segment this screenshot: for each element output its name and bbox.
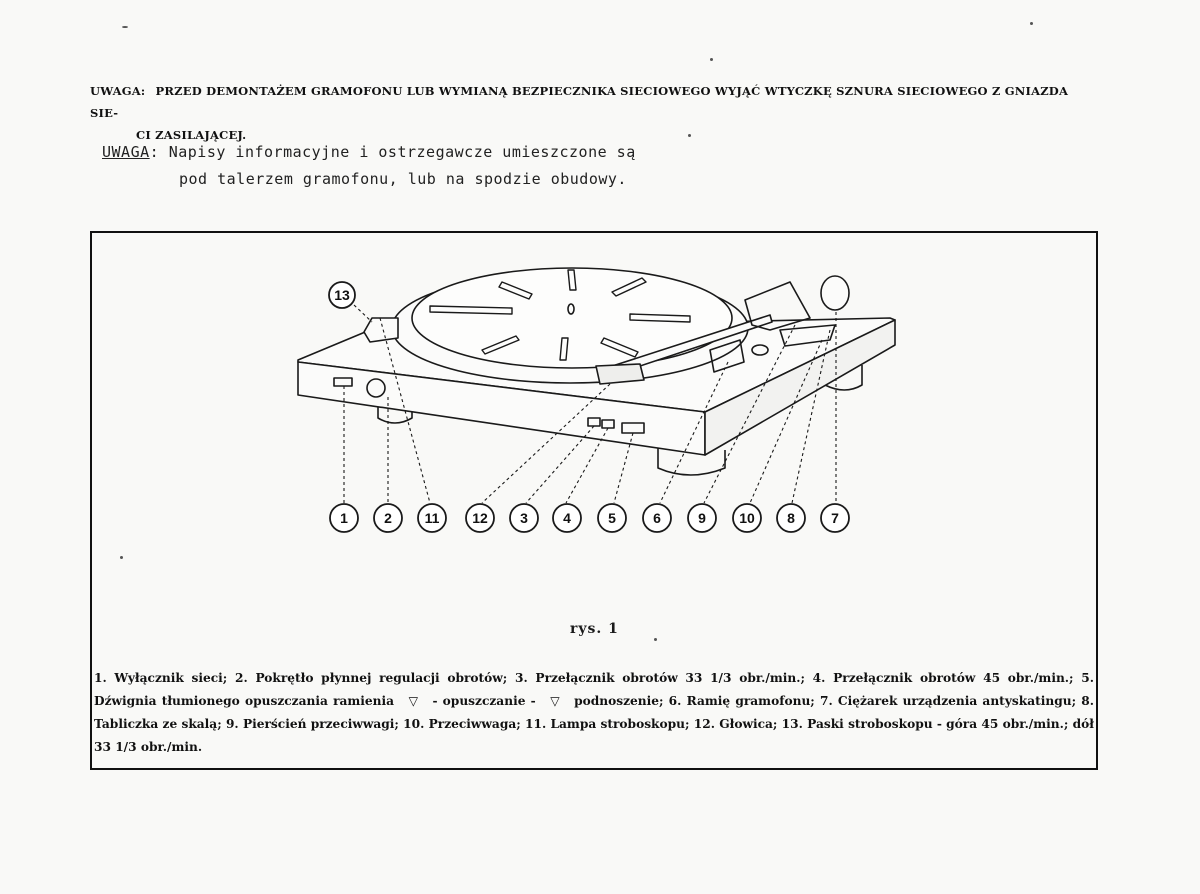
strobe-lamp bbox=[364, 318, 398, 342]
callout-10: 10 bbox=[739, 510, 755, 526]
callout-13: 13 bbox=[334, 287, 350, 303]
legend-part2: - opuszczanie - bbox=[432, 694, 536, 708]
lower-arrow-icon: ▽ bbox=[408, 694, 418, 708]
callout-5: 5 bbox=[608, 510, 616, 526]
power-warning-label: UWAGA: bbox=[90, 84, 146, 98]
figure-legend bbox=[94, 667, 1094, 759]
callout-12: 12 bbox=[472, 510, 488, 526]
raise-arrow-icon: ▽ bbox=[550, 694, 560, 708]
note-line2: pod talerzem gramofonu, lub na spodzie obudowy. bbox=[179, 170, 627, 188]
note-label: UWAGA bbox=[102, 143, 150, 161]
callout-1: 1 bbox=[340, 510, 348, 526]
platter-top bbox=[412, 268, 732, 368]
headshell bbox=[596, 364, 644, 384]
callout-9: 9 bbox=[698, 510, 706, 526]
counterweight bbox=[821, 276, 849, 310]
legend-part1: 1. Wyłącznik sieci; 2. Pokrętło płynnej regulacji obrotów; 3. Przełącznik obrotów 33 1/3 obr./min.; 4. Przełącznik obrotów 45 obr./min.; 5. Dźwignia tłumionego opuszczania ramienia bbox=[94, 671, 1094, 708]
callout-7: 7 bbox=[831, 510, 839, 526]
callout-4: 4 bbox=[563, 510, 571, 526]
scan-speck bbox=[120, 556, 123, 559]
scan-speck bbox=[654, 638, 657, 641]
callout-2: 2 bbox=[384, 510, 392, 526]
callout-11: 11 bbox=[424, 510, 440, 526]
note-line1: : Napisy informacyjne i ostrzegawcze umieszczone są bbox=[149, 143, 636, 161]
callout-3: 3 bbox=[520, 510, 528, 526]
power-warning-line2: CI ZASILAJĄCEJ. bbox=[136, 128, 247, 142]
scan-speck bbox=[122, 26, 128, 28]
scan-speck bbox=[710, 58, 713, 61]
legend-part3: podnoszenie; 6. Ramię gramofonu; 7. Ciężarek urządzenia antyskatingu; 8. Tabliczka ze skalą; 9. Pierścień przeciwwagi; 10. Przeciwwaga; 11. Lampa stroboskopu; 12. Głowica; 13. Paski stroboskopu - góra 45 obr./min.; dół 33 1/3 obr./min. bbox=[94, 694, 1095, 754]
power-warning-line1: PRZED DEMONTAŻEM GRAMOFONU LUB WYMIANĄ BEZPIECZNIKA SIECIOWEGO WYJĄĆ WTYCZKĘ SZNURA SIECIOWEGO Z GNIAZDA SIE- bbox=[90, 84, 1069, 120]
callout-6: 6 bbox=[653, 510, 661, 526]
scan-speck bbox=[688, 134, 691, 137]
figure-caption: rys. 1 bbox=[570, 621, 619, 637]
callout-8: 8 bbox=[787, 510, 795, 526]
scan-speck bbox=[1030, 22, 1033, 25]
